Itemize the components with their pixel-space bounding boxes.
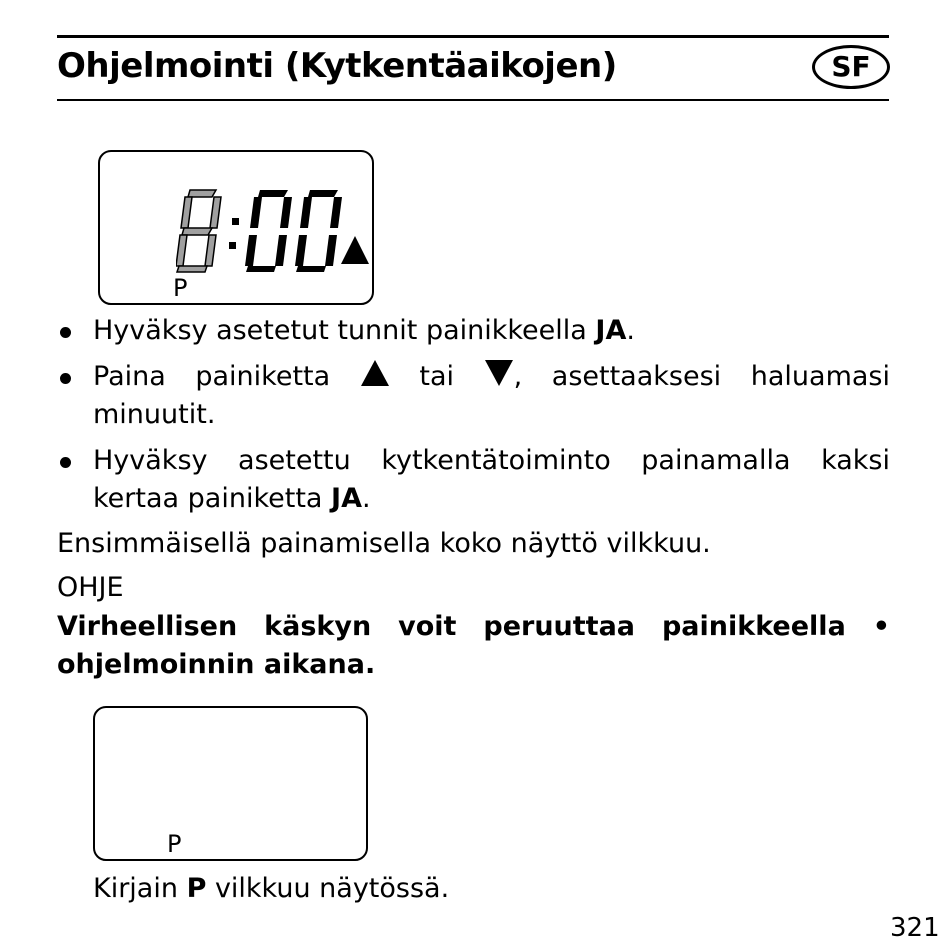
triangle-up-icon [360,359,390,387]
page-title: Ohjelmointi (Kytkentäaikojen) [57,46,617,86]
display-caption: Kirjain P vilkkuu näytössä. [93,873,450,904]
bullet-dot [60,327,71,338]
header-rule-top [57,35,889,38]
triangle-up-icon [340,234,370,266]
lcd-display-blank [93,706,368,861]
bullet-dot [60,457,71,468]
triangle-down-icon [484,359,514,387]
list-item: Hyväksy asetettu kytkentätoiminto painamalla kaksi kertaa painiketta JA. [57,442,890,518]
flash-paragraph: Ensimmäisellä painamisella koko näyttö vilkkuu. [57,528,711,559]
list-item: Paina painiketta tai , asettaaksesi haluamasi minuutit. [57,358,890,434]
note-text: Virheellisen käskyn voit peruuttaa painikkeella • ohjelmoinnin aikana. [57,611,890,680]
time-readout: 8:00 [176,186,179,187]
minute-tens-segments [245,190,292,272]
language-badge: SF [812,45,890,89]
lcd-mode-letter: P [167,830,182,858]
minute-ones-segments [295,190,342,272]
bullet-dot [60,373,71,384]
list-item: Hyväksy asetetut tunnit painikkeella JA. [57,312,890,350]
instruction-list [57,312,890,526]
note-heading: OHJE [57,572,124,603]
hour-digit-segments [176,190,221,272]
header-rule-bottom [57,99,889,101]
lcd-display-time [98,150,374,305]
page-number: 321 [890,913,940,943]
lcd-mode-letter: P [173,274,188,302]
